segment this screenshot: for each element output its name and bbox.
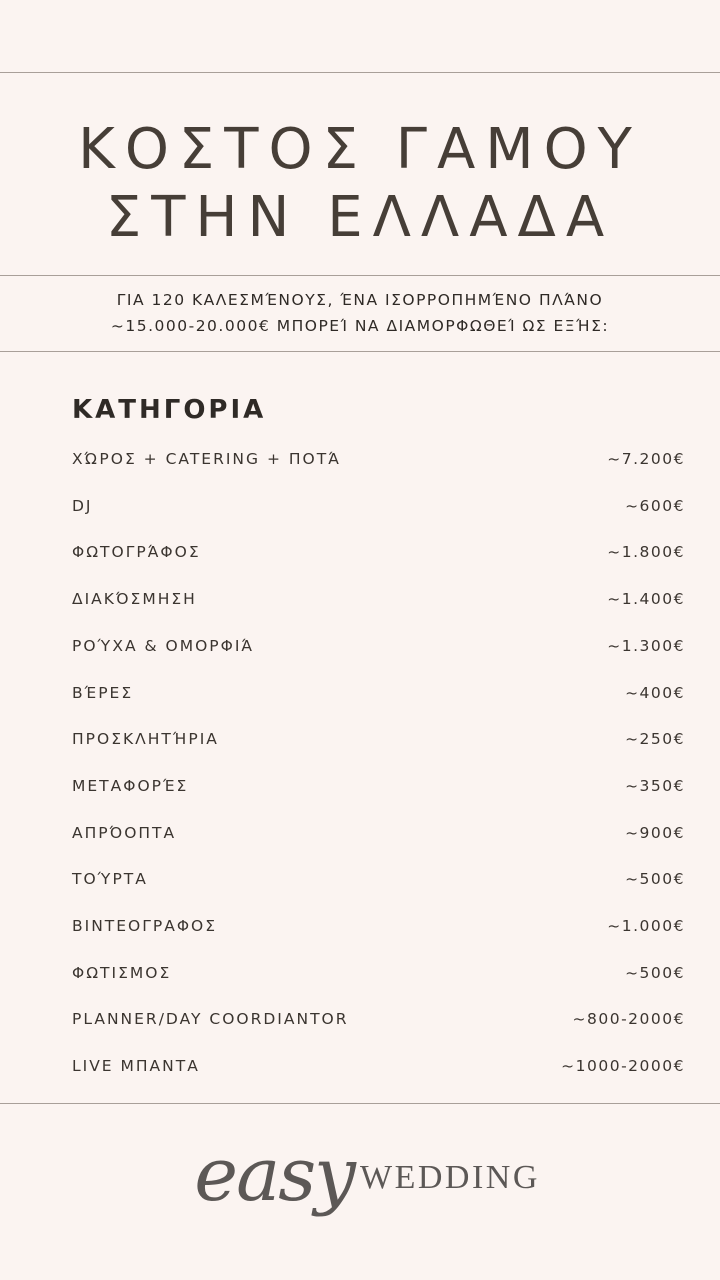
cost-row — [72, 872, 685, 894]
cost-row-label: ΑΠΡΌΟΠΤΑ — [72, 823, 177, 842]
subtitle-bottom-divider — [0, 351, 720, 352]
logo-word-text: WEDDING — [360, 1159, 540, 1196]
cost-row — [72, 963, 685, 988]
cost-row-label: ΠΡΟΣΚΛΗΤΉΡΙΑ — [72, 730, 219, 749]
cost-row-price: ~250€ — [625, 730, 685, 749]
page-title-line-2: ΣΤΗΝ ΕΛΛΑΔΑ — [105, 185, 615, 250]
cost-row-price: ~7.200€ — [607, 450, 685, 468]
subtitle-line-1: ΓΙΑ 120 ΚΑΛΕΣΜΈΝΟΥΣ, ΈΝΑ ΙΣΟΡΡΟΠΗΜΈΝΟ ΠΛΆΝΟ — [116, 291, 604, 309]
cost-row-price: ~500€ — [625, 870, 685, 889]
cost-row-price: ~1.300€ — [607, 636, 685, 655]
cost-row-price: ~900€ — [625, 823, 685, 842]
cost-row — [72, 452, 685, 474]
cost-row-price: ~800-2000€ — [572, 1010, 685, 1029]
cost-row — [72, 919, 685, 941]
cost-row-label: ΦΩΤΙΣΜΟΣ — [72, 963, 172, 982]
cost-row-price: ~1.400€ — [607, 590, 685, 609]
cost-row — [72, 496, 685, 521]
category-header: ΚΑΤΗΓΟΡΙΑ — [72, 395, 267, 425]
cost-row-price: ~1.800€ — [607, 543, 685, 562]
cost-row-price: ~350€ — [625, 776, 685, 795]
cost-row — [72, 776, 685, 801]
footer-divider — [0, 1103, 720, 1104]
cost-row-label: ΧΏΡΟΣ + CATERING + ΠΟΤΆ — [72, 450, 341, 468]
cost-row-label: ΔΙΑΚΌΣΜΗΣΗ — [72, 590, 197, 609]
cost-row — [72, 592, 685, 614]
cost-row-price: ~400€ — [625, 683, 685, 702]
cost-row — [72, 545, 685, 567]
cost-row-label: PLANNER/DAY COORDIANTOR — [72, 1010, 349, 1029]
cost-row-label: ΒΈΡΕΣ — [72, 683, 134, 702]
cost-row-label: ΤΟΎΡΤΑ — [72, 870, 148, 889]
cost-row — [72, 1012, 685, 1034]
cost-row — [72, 732, 685, 754]
cost-row-price: ~1.000€ — [607, 917, 685, 935]
subtitle-line-2: ~15.000-20.000€ ΜΠΟΡΕΊ ΝΑ ΔΙΑΜΟΡΦΩΘΕΊ ΩΣ ΕΞΉΣ: — [110, 317, 610, 335]
cost-row-label: ΜΕΤΑΦΟΡΈΣ — [72, 776, 189, 795]
cost-row-label: ΡΟΎΧΑ & ΟΜΟΡΦΙΆ — [72, 636, 255, 655]
cost-row — [72, 823, 685, 848]
cost-row-price: ~600€ — [625, 496, 685, 515]
cost-row-label: ΒΙΝΤΕΟΓΡΑΦΟΣ — [72, 917, 218, 935]
cost-row — [72, 636, 685, 661]
logo-script-text: easy — [194, 1132, 354, 1218]
cost-row — [72, 683, 685, 708]
cost-row-label: ΦΩΤΟΓΡΆΦΟΣ — [72, 543, 201, 562]
cost-row-price: ~1000-2000€ — [561, 1057, 685, 1076]
page-title-line-1: ΚΟΣΤΟΣ ΓΑΜΟΥ — [78, 117, 642, 182]
cost-row-label: DJ — [72, 496, 93, 515]
cost-row-price: ~500€ — [625, 963, 685, 982]
cost-row-label: LIVE ΜΠΑΝΤΑ — [72, 1057, 200, 1076]
title-bottom-divider — [0, 275, 720, 276]
top-divider — [0, 72, 720, 73]
cost-row — [72, 1059, 685, 1081]
easy-wedding-logo — [0, 1128, 720, 1238]
